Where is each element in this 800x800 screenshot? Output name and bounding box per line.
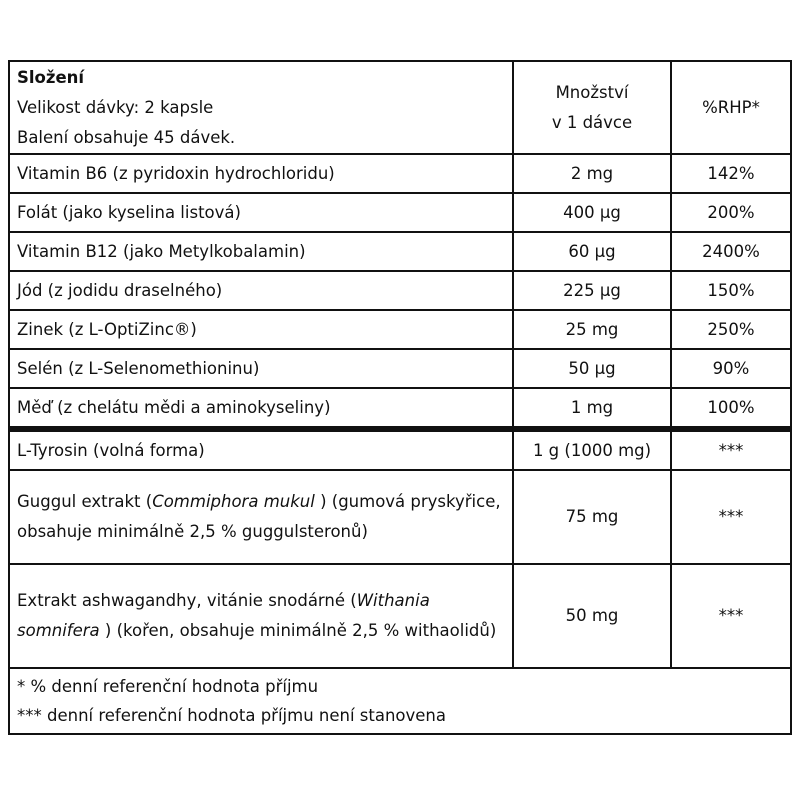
- ingredient-amount: 2 mg: [513, 154, 671, 193]
- ingredient-name: Vitamin B6 (z pyridoxin hydrochloridu): [9, 154, 513, 193]
- ingredient-rhp: 200%: [671, 193, 791, 232]
- footnote-not-established: *** denní referenční hodnota příjmu není stanovena: [17, 706, 446, 725]
- ingredient-rhp: 142%: [671, 154, 791, 193]
- table-row: [9, 232, 791, 271]
- table-header-row: [9, 61, 791, 154]
- header-amount-cell: [513, 61, 671, 154]
- ingredient-amount: 400 µg: [513, 193, 671, 232]
- table-row: [9, 429, 791, 470]
- ingredient-amount: 50 µg: [513, 349, 671, 388]
- servings-per-pack: Balení obsahuje 45 dávek.: [17, 127, 236, 147]
- ingredient-rhp: ***: [671, 429, 791, 470]
- ingredient-name-prefix: Extrakt ashwagandhy, vitánie snodárné (: [17, 591, 357, 610]
- ingredient-rhp: 250%: [671, 310, 791, 349]
- ingredient-rhp: 150%: [671, 271, 791, 310]
- ingredient-name: Měď (z chelátu mědi a aminokyseliny): [9, 388, 513, 429]
- ingredient-name: Vitamin B12 (jako Metylkobalamin): [9, 232, 513, 271]
- ingredient-rhp: 100%: [671, 388, 791, 429]
- footnote-rhp: * % denní referenční hodnota příjmu: [17, 677, 319, 696]
- ingredient-rhp: ***: [671, 470, 791, 564]
- ingredient-amount: 50 mg: [513, 564, 671, 668]
- amount-header-line2: v 1 dávce: [551, 112, 633, 132]
- supplement-facts-table: [8, 60, 792, 735]
- table-row: [9, 564, 791, 668]
- ingredient-name: L-Tyrosin (volná forma): [9, 429, 513, 470]
- ingredient-latin-name: Withania somnifera: [17, 591, 430, 640]
- ingredient-name-suffix: ) (gumová pryskyřice, obsahuje minimálně 2,5 % guggulsteronů): [17, 492, 501, 541]
- footnotes-cell: [9, 668, 791, 734]
- ingredient-name: [9, 564, 513, 668]
- ingredient-amount: 75 mg: [513, 470, 671, 564]
- table-row: [9, 154, 791, 193]
- table-row: [9, 271, 791, 310]
- ingredient-latin-name: Commiphora mukul: [152, 492, 315, 511]
- composition-title: Složení: [17, 67, 85, 87]
- ingredient-amount: 1 mg: [513, 388, 671, 429]
- footnotes-row: [9, 668, 791, 734]
- ingredient-name-prefix: Guggul extrakt (: [17, 492, 153, 511]
- table-row: [9, 193, 791, 232]
- ingredient-name-suffix: ) (kořen, obsahuje minimálně 2,5 % withaolidů): [99, 621, 497, 640]
- ingredient-amount: 1 g (1000 mg): [513, 429, 671, 470]
- table-row: [9, 470, 791, 564]
- ingredient-name: Selén (z L-Selenomethioninu): [9, 349, 513, 388]
- ingredient-name: Jód (z jodidu draselného): [9, 271, 513, 310]
- ingredient-amount: 25 mg: [513, 310, 671, 349]
- table-row: [9, 310, 791, 349]
- ingredient-amount: 60 µg: [513, 232, 671, 271]
- amount-header-line1: Množství: [555, 82, 629, 102]
- header-composition-cell: [9, 61, 513, 154]
- ingredient-name: Zinek (z L-OptiZinc®): [9, 310, 513, 349]
- ingredient-amount: 225 µg: [513, 271, 671, 310]
- ingredient-name: Folát (jako kyselina listová): [9, 193, 513, 232]
- header-rhp-cell: %RHP*: [671, 61, 791, 154]
- table-row: [9, 349, 791, 388]
- table-row: [9, 388, 791, 429]
- ingredient-rhp: 2400%: [671, 232, 791, 271]
- ingredient-rhp: 90%: [671, 349, 791, 388]
- ingredient-rhp: ***: [671, 564, 791, 668]
- serving-size: Velikost dávky: 2 kapsle: [17, 97, 214, 117]
- ingredient-name: [9, 470, 513, 564]
